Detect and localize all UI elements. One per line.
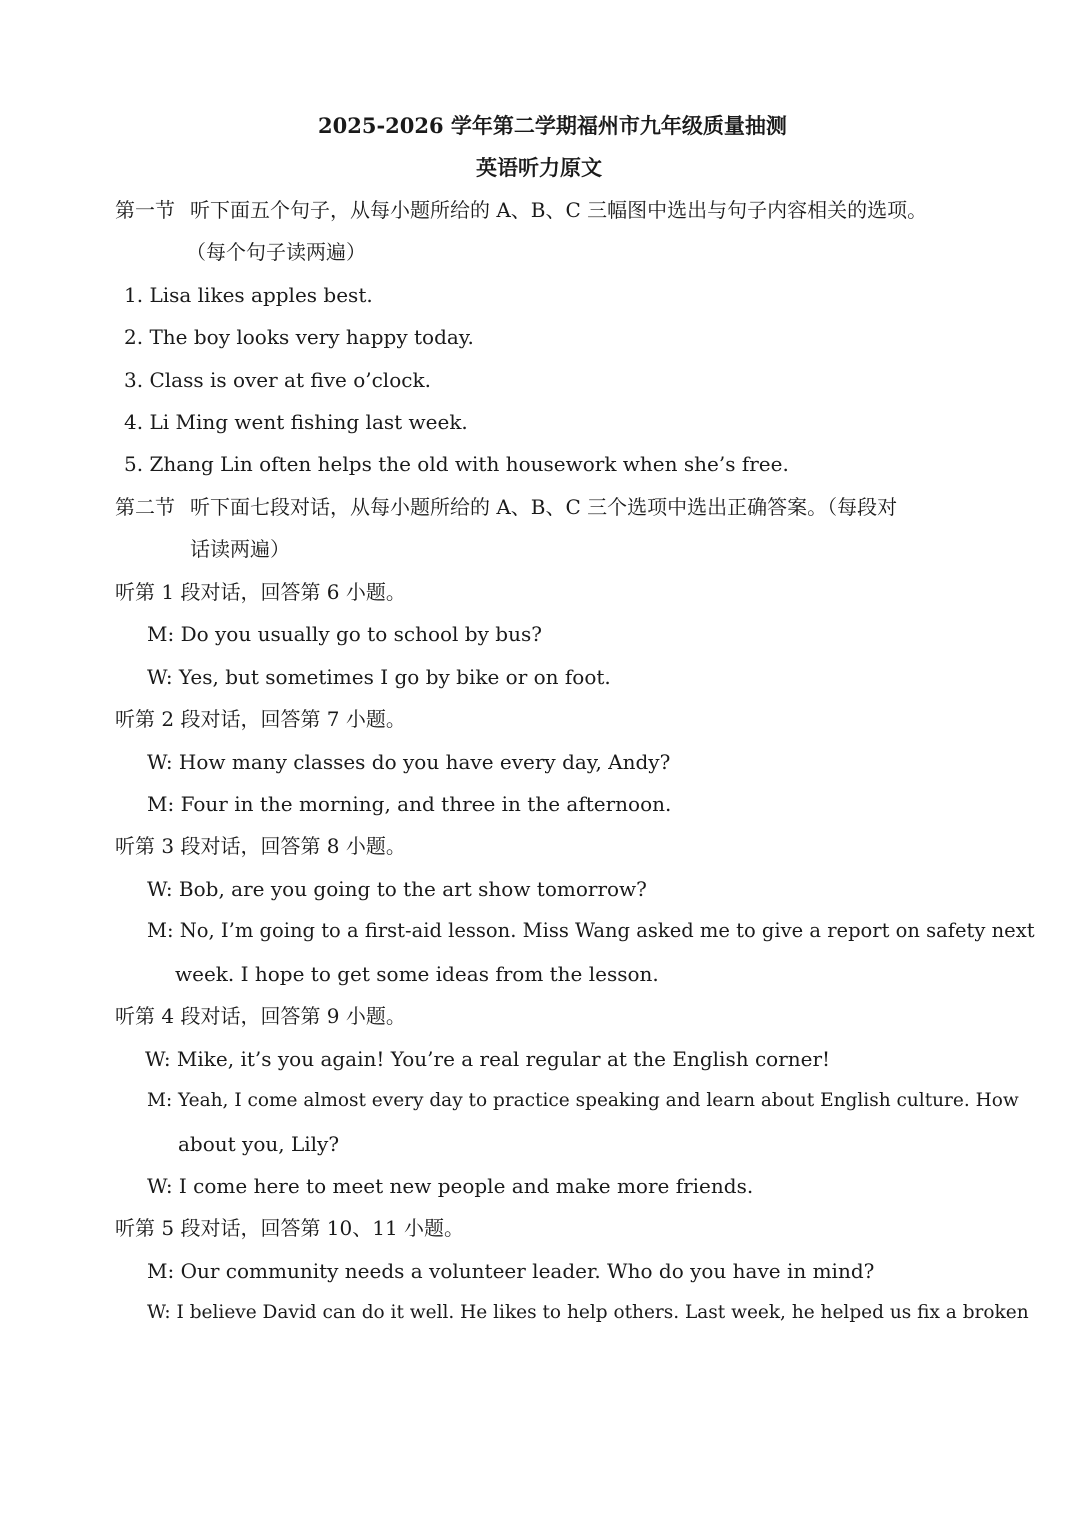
page-subtitle: 英语听力原文 <box>476 155 602 180</box>
sentence-item: 1. Lisa likes apples best. <box>124 283 373 307</box>
sentence-item: 5. Zhang Lin often helps the old with housework when she’s free. <box>124 452 789 476</box>
dialogue-line: W: I believe David can do it well. He likes to help others. Last week, he helped us fix a broken <box>147 1302 1029 1323</box>
dialogue-line-cont: week. I hope to get some ideas from the lesson. <box>175 962 659 986</box>
section2-label: 第二节 <box>115 495 175 519</box>
sentence-item: 3. Class is over at five o’clock. <box>124 368 431 392</box>
section1-instruction-cont: （每个句子读两遍） <box>186 240 366 264</box>
section2-instruction: 听下面七段对话，从每小题所给的 A、B、C 三个选项中选出正确答案。（每段对 <box>190 495 898 519</box>
dialogue-line: M: Four in the morning, and three in the afternoon. <box>147 792 672 816</box>
section2-instruction-cont: 话读两遍） <box>190 537 290 561</box>
dialogue-line: M: Do you usually go to school by bus? <box>147 622 542 646</box>
page-title: 2025-2026 学年第二学期福州市九年级质量抽测 <box>318 113 787 138</box>
dialogue-heading: 听第 4 段对话，回答第 9 小题。 <box>115 1004 406 1028</box>
dialogue-line: M: Our community needs a volunteer leader. Who do you have in mind? <box>147 1259 875 1283</box>
section1-instruction: 听下面五个句子，从每小题所给的 A、B、C 三幅图中选出与句子内容相关的选项。 <box>190 198 928 222</box>
dialogue-heading: 听第 2 段对话，回答第 7 小题。 <box>115 707 406 731</box>
dialogue-line: W: How many classes do you have every day, Andy? <box>147 750 671 774</box>
section1-label: 第一节 <box>115 198 175 222</box>
dialogue-line: W: Bob, are you going to the art show tomorrow? <box>147 877 647 901</box>
sentence-item: 2. The boy looks very happy today. <box>124 325 474 349</box>
sentence-item: 4. Li Ming went fishing last week. <box>124 410 468 434</box>
dialogue-line: W: Yes, but sometimes I go by bike or on foot. <box>147 665 611 689</box>
dialogue-line: M: Yeah, I come almost every day to practice speaking and learn about English culture. How <box>147 1090 1019 1111</box>
dialogue-line-cont: about you, Lily? <box>178 1132 340 1156</box>
dialogue-heading: 听第 1 段对话，回答第 6 小题。 <box>115 580 406 604</box>
dialogue-line: W: I come here to meet new people and make more friends. <box>147 1174 754 1198</box>
dialogue-line: M: No, I’m going to a first-aid lesson. Miss Wang asked me to give a report on safety next <box>147 919 1035 942</box>
dialogue-line: W: Mike, it’s you again! You’re a real regular at the English corner! <box>145 1047 831 1071</box>
dialogue-heading: 听第 5 段对话，回答第 10、11 小题。 <box>115 1216 465 1240</box>
dialogue-heading: 听第 3 段对话，回答第 8 小题。 <box>115 834 406 858</box>
